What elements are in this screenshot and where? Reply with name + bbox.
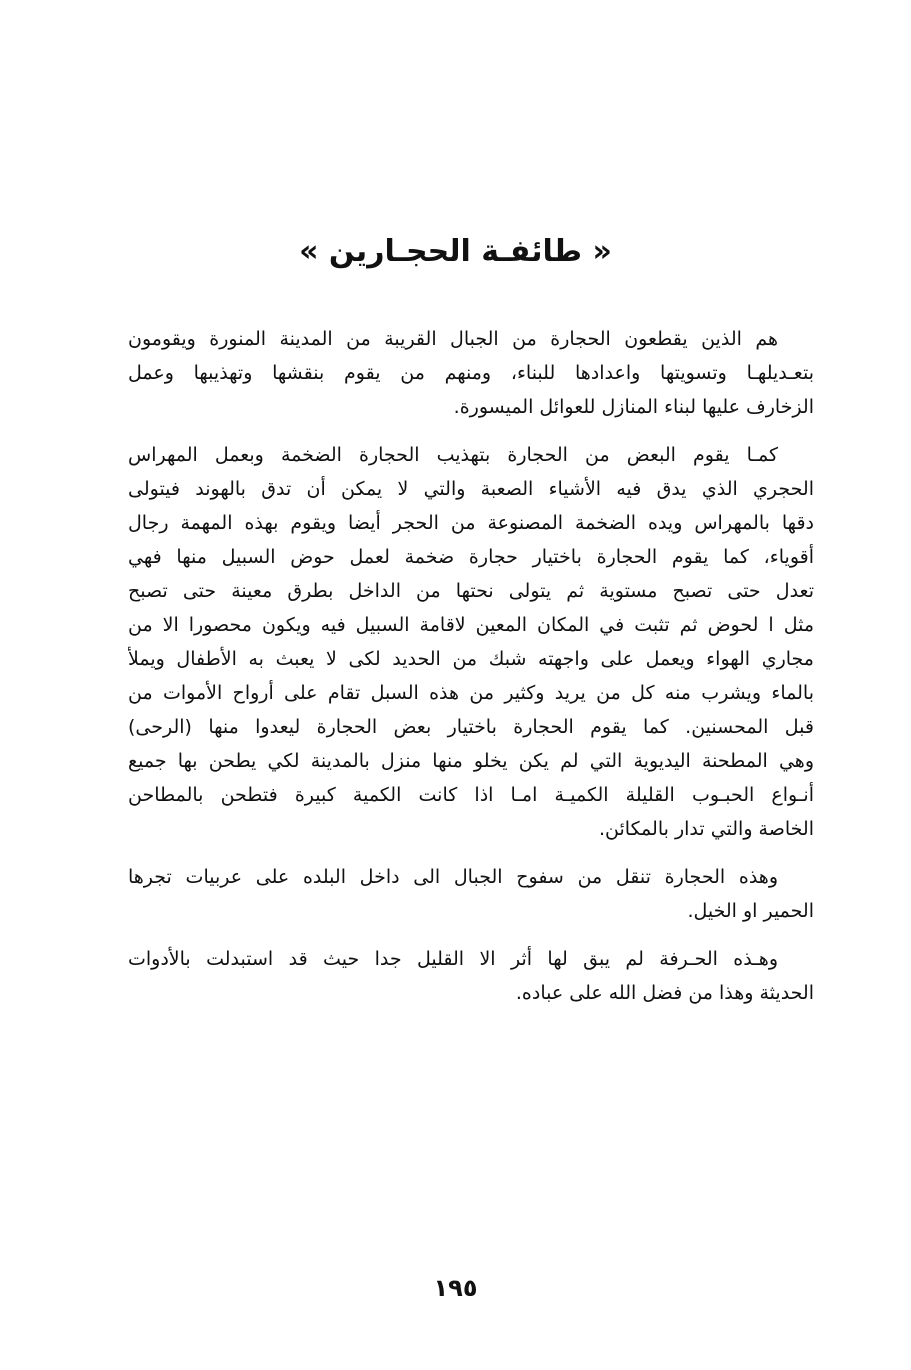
text-line: قبل المحسنين. كما يقوم الحجارة باختيار بعض الحجارة ليعدوا منها (الرحى) <box>128 716 814 738</box>
paragraph-1 <box>128 322 814 424</box>
text-line: الحمير او الخيل. <box>687 900 814 922</box>
text-line: الخاصة والتي تدار بالمكائن. <box>598 818 814 840</box>
text-line: مثل ا لحوض ثم تثبت في المكان المعين لاقامة السبيل فيه ويكون محصورا الا من <box>128 614 814 636</box>
text-line: دقها بالمهراس ويده الضخمة المصنوعة من الحجر أيضا ويقوم بهذه المهمة رجال <box>128 512 814 534</box>
text-line: وهي المطحنة اليديوية التي لم يكن يخلو منها منزل بالمدينة لكي يطحن بها جميع <box>128 750 814 772</box>
text-line: الحديثة وهذا من فضل الله على عباده. <box>515 982 814 1004</box>
paragraph-2 <box>128 438 814 846</box>
text-line: الزخارف عليها لبناء المنازل للعوائل الميسورة. <box>453 396 814 418</box>
body-text <box>128 322 814 1024</box>
paragraph-4 <box>128 942 814 1010</box>
text-line: وهذه الحجارة تنقل من سفوح الجبال الى داخل البلده على عربيات تجرها <box>128 866 778 888</box>
paragraph-3 <box>128 860 814 928</box>
text-line: مجاري الهواء ويعمل على واجهته شبك من الحديد لكى لا يعبث به الأطفال ويملأ <box>128 648 814 670</box>
page-number: ١٩٥ <box>433 1274 478 1302</box>
text-line: أقوياء، كما يقوم الحجارة باختيار حجارة ضخمة لعمل حوض السبيل منها فهي <box>128 546 814 568</box>
text-line: بالماء ويشرب منه كل من يريد وكثير من هذه السبل تقام على أرواح الأموات من <box>128 682 814 704</box>
text-line: وهـذه الحـرفة لم يبق لها أثر الا القليل جدا حيث قد استبدلت بالأدوات <box>128 948 778 970</box>
text-line: كمـا يقوم البعض من الحجارة بتهذيب الحجارة الضخمة وبعمل المهراس <box>128 444 778 466</box>
text-line: هم الذين يقطعون الحجارة من الجبال القريبة من المدينة المنورة ويقومون <box>128 328 778 350</box>
text-line: تعدل حتى تصبح مستوية ثم يتولى نحتها من الداخل بطرق معينة حتى تصبح <box>128 580 814 602</box>
text-line: أنـواع الحبـوب القليلة الكميـة امـا اذا كانت الكمية كبيرة فتطحن بالمطاحن <box>128 784 814 806</box>
text-line: الحجري الذي يدق فيه الأشياء الصعبة والتي لا يمكن أن تدق بالهوند فيتولى <box>128 478 814 500</box>
chapter-title: « طائفـة الحجـارين » <box>299 234 612 269</box>
text-line: بتعـديلهـا وتسويتها واعدادها للبناء، ومنهم من يقوم بنقشها وتهذيبها وعمل <box>128 362 814 384</box>
